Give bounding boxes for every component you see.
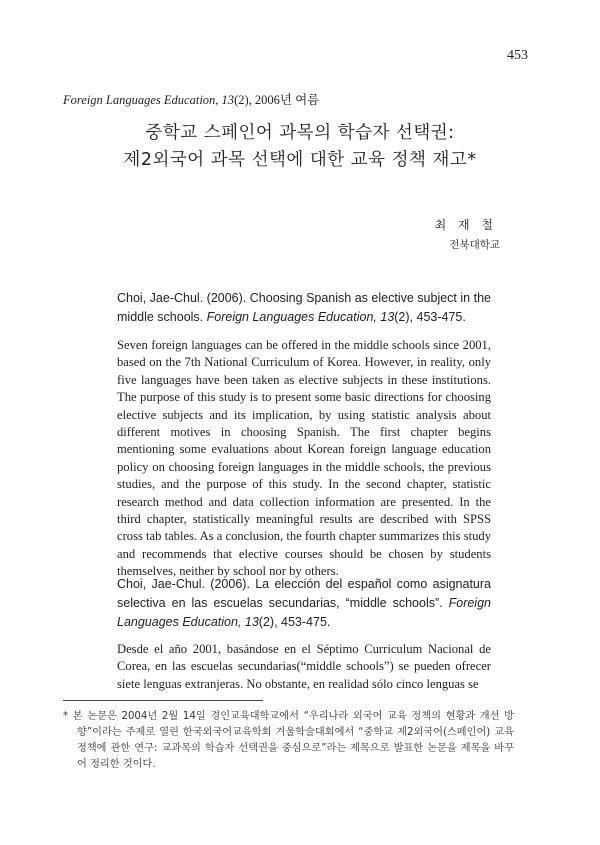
title-line-1: 중학교 스페인어 과목의 학습자 선택권:: [145, 123, 455, 143]
spanish-citation-journal: Foreign Languages Education, 13: [117, 596, 491, 629]
english-citation-journal: Foreign Languages Education, 13: [206, 310, 395, 324]
paper-title: [0, 120, 600, 174]
author-affiliation: 전북대학교: [449, 239, 500, 251]
spanish-citation-text: Choi, Jae-Chul. (2006). La elección del español como asignatura selectiva en las escuelas secundarias, “middle schools”.: [117, 577, 491, 610]
journal-header: [63, 90, 319, 108]
footnote-divider: [63, 700, 263, 701]
english-citation-text: Choi, Jae-Chul. (2006). Choosing Spanish as elective subject in the middle schools.: [117, 291, 491, 324]
english-abstract: Seven foreign languages can be offered in the middle schools since 2001, based on the 7th National Curriculum of Korea. However, in reality, only five languages have been taken as elective subjects in these institutions. The purpose of this study is to present some basic directions for choosing elective subjects and its implication, by using statistic analysis about different motives in choosing Spanish. The first chapter begins mentioning some evaluations about Korean foreign language education policy on choosing foreign languages in the middle schools, the previous studies, and the purpose of this study. In the second chapter, statistic research method and data collection information are presented. In the third chapter, statistically meaningful results are described with SPSS cross tab tables. As a conclusion, the fourth chapter summarizes this study and recommends that elective courses should be chosen by students themselves, neither by school nor by others.: [117, 338, 491, 579]
journal-issue: (2), 2006년 여름: [234, 93, 320, 107]
english-citation-pages: (2), 453-475.: [394, 310, 466, 324]
spanish-citation-pages: (2), 453-475.: [258, 615, 331, 629]
spanish-abstract: Desde el año 2001, basándose en el Séptimo Curriculum Nacional de Corea, en las escuelas secundarias(“middle schools”) se pueden ofrecer siete lenguas extranjeras. No obstante, en realidad sólo cinco lenguas se: [117, 642, 491, 691]
english-citation: [117, 289, 491, 327]
spanish-citation: [117, 575, 491, 632]
author-name: 최 재 철: [434, 218, 497, 232]
journal-name: Foreign Languages Education, 13: [63, 93, 235, 107]
footnote: * 본 논문은 2004년 2월 14일 경인교육대학교에서 “우리나라 외국어 교육 정책의 현황과 개선 방향”이라는 주제로 열린 한국외국어교육학회 겨울학술대회에서 “중학교 제2외국어(스페인어) 교육 정책에 관한 연구: 교과목의 학습자 선택권을 중심으로”라는 제목으로 발표한 논문을 제목을 바꾸어 정리한 것이다.: [63, 711, 514, 770]
page-number: 453: [507, 48, 528, 63]
title-line-2: 제2외국어 과목 선택에 대한 교육 정책 재고*: [123, 150, 477, 170]
